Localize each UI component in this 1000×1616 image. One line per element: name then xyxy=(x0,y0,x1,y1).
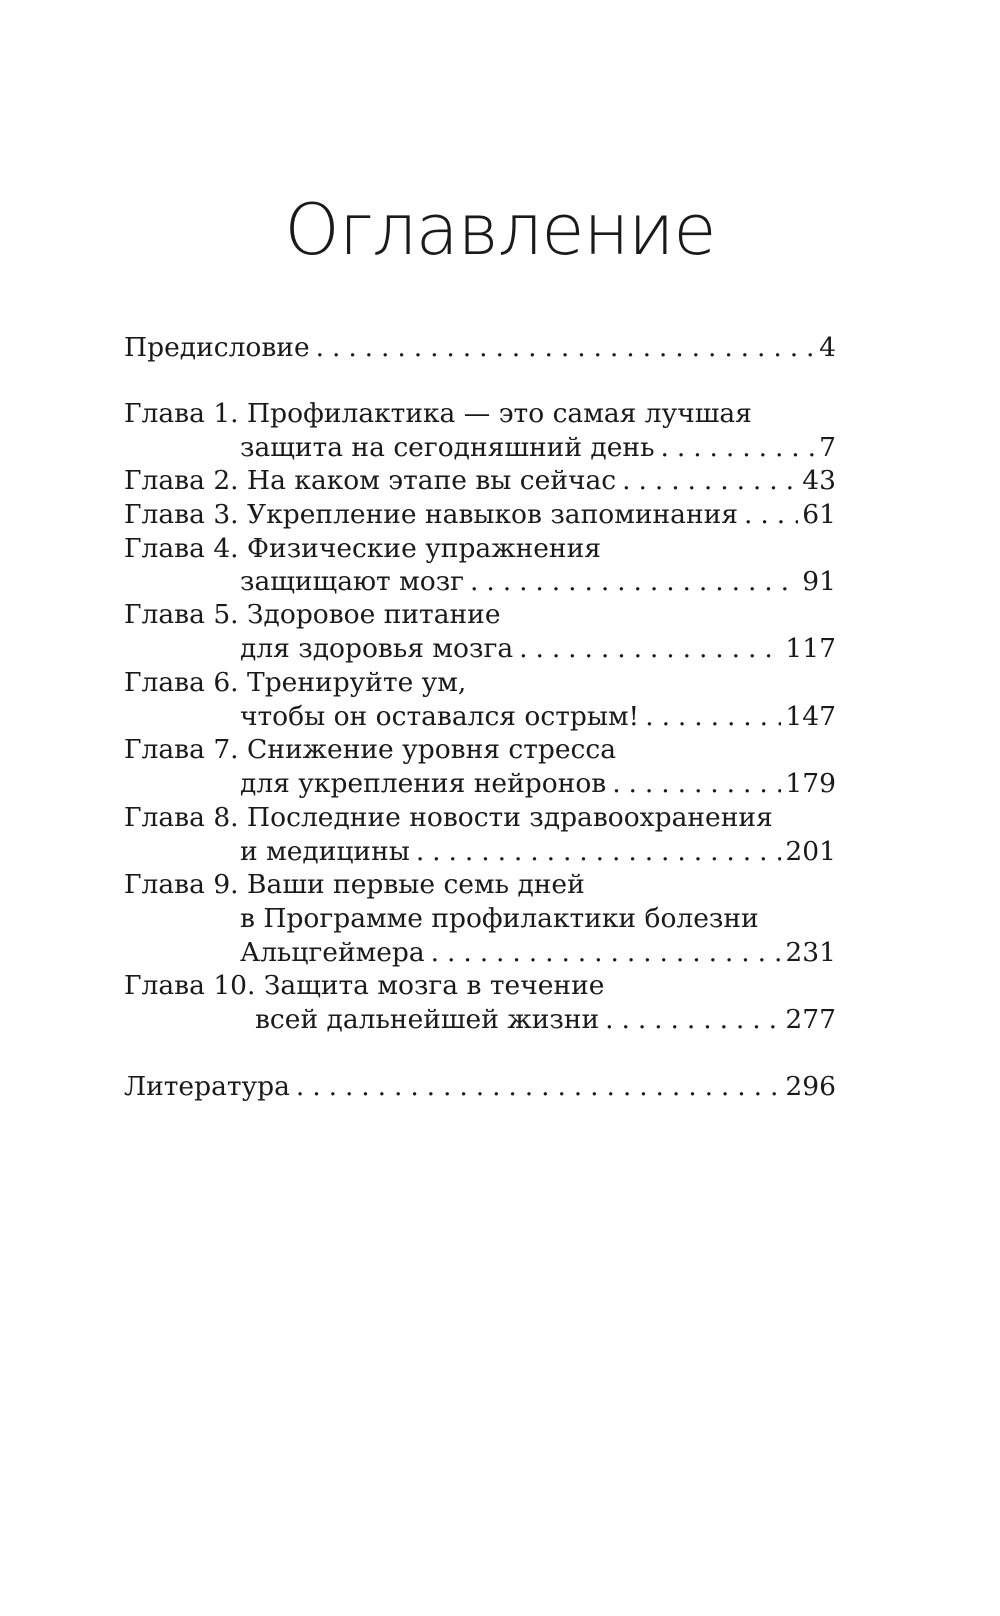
toc-entry-chapter-8[interactable] xyxy=(124,800,773,835)
chapter-label: Глава 7. xyxy=(124,734,239,765)
toc-entry-chapter-1[interactable] xyxy=(124,396,752,431)
dot-leader xyxy=(316,330,815,365)
toc-entry-title: Здоровое питание xyxy=(247,599,501,630)
chapter-label: Глава 6. xyxy=(124,667,239,698)
dot-leader xyxy=(519,631,781,666)
dot-leader xyxy=(622,463,798,498)
page-title: Оглавление xyxy=(284,189,716,271)
toc-entry-chapter-6-cont[interactable] xyxy=(240,699,836,734)
dot-leader xyxy=(645,699,781,734)
toc-entry-chapter-2[interactable] xyxy=(124,463,836,498)
toc-page-number: 277 xyxy=(785,1004,836,1035)
dot-leader xyxy=(416,834,782,869)
toc-page-number: 231 xyxy=(785,937,836,968)
toc-page-number: 91 xyxy=(802,566,836,597)
toc-entry-title-cont: и медицины xyxy=(240,836,410,867)
toc-entry-title: Тренируйте ум, xyxy=(247,667,467,698)
toc-entry-title-cont: чтобы он оставался острым! xyxy=(240,701,640,732)
toc-page-number: 179 xyxy=(785,768,836,799)
toc-page-number: 4 xyxy=(819,332,836,363)
toc-entry-title: Последние новости здравоохранения xyxy=(247,802,773,833)
toc-entry-title-cont: для здоровья мозга xyxy=(240,633,514,664)
toc-entry-title-cont: для укрепления нейронов xyxy=(240,768,607,799)
toc-page-number: 61 xyxy=(802,499,836,530)
chapter-label: Глава 5. xyxy=(124,599,239,630)
toc-entry-title: Защита мозга в течение xyxy=(263,970,605,1001)
toc-entry-title-cont: защита на сегодняшний день xyxy=(240,432,655,463)
toc-entry-title: Ваши первые семь дней xyxy=(247,869,585,900)
toc-entry-title-cont: в Программе профилактики болезни xyxy=(240,903,759,934)
toc-page-number: 296 xyxy=(785,1071,836,1102)
chapter-label: Глава 10. xyxy=(124,970,256,1001)
toc-entry-chapter-5[interactable] xyxy=(124,597,501,632)
toc-entry-chapter-6[interactable] xyxy=(124,665,466,700)
chapter-label: Глава 9. xyxy=(124,869,239,900)
toc-entry-chapter-7[interactable] xyxy=(124,732,616,767)
toc-entry-chapter-4-cont[interactable] xyxy=(240,564,836,599)
dot-leader xyxy=(470,564,798,599)
chapter-label: Глава 4. xyxy=(124,533,239,564)
toc-entry-title-cont: защищают мозг xyxy=(240,566,465,597)
dot-leader xyxy=(612,766,781,801)
chapter-label: Глава 8. xyxy=(124,802,239,833)
toc-entry-chapter-9[interactable] xyxy=(124,867,585,902)
toc-entry-title: На каком этапе вы сейчас xyxy=(247,465,617,496)
dot-leader xyxy=(661,430,816,465)
toc-page-number: 147 xyxy=(785,701,836,732)
toc-entry-chapter-9-cont[interactable] xyxy=(240,901,759,936)
toc-page-number: 7 xyxy=(819,432,836,463)
toc-entry-title: Снижение уровня стресса xyxy=(247,734,617,765)
dot-leader xyxy=(605,1002,781,1037)
toc-entry-chapter-4[interactable] xyxy=(124,531,601,566)
chapter-label: Глава 2. xyxy=(124,465,239,496)
toc-entry-title: Литература xyxy=(124,1071,290,1102)
dot-leader xyxy=(744,497,798,532)
chapter-label: Глава 3. xyxy=(124,499,239,530)
toc-page-number: 117 xyxy=(785,633,836,664)
toc-entry-chapter-7-cont[interactable] xyxy=(240,766,836,801)
toc-page-number: 201 xyxy=(785,836,836,867)
dot-leader xyxy=(296,1069,782,1104)
toc-entry-title-cont: всей дальнейшей жизни xyxy=(255,1004,600,1035)
toc-entry-chapter-5-cont[interactable] xyxy=(240,631,836,666)
toc-entry-chapter-9-cont2[interactable] xyxy=(240,935,836,970)
toc-entry-title: Укрепление навыков запоминания xyxy=(247,499,738,530)
toc-entry-chapter-8-cont[interactable] xyxy=(240,834,836,869)
toc-entry-references[interactable] xyxy=(124,1069,836,1104)
toc-entry-chapter-3[interactable] xyxy=(124,497,836,532)
toc-entry-preface[interactable] xyxy=(124,330,836,365)
toc-entry-chapter-10-cont[interactable] xyxy=(255,1002,836,1037)
toc-entry-title-cont: Альцгеймера xyxy=(240,937,425,968)
toc-entry-chapter-1-cont[interactable] xyxy=(240,430,836,465)
toc-entry-chapter-10[interactable] xyxy=(124,968,604,1003)
dot-leader xyxy=(431,935,782,970)
toc-entry-title: Предисловие xyxy=(124,332,310,363)
chapter-label: Глава 1. xyxy=(124,398,239,429)
toc-entry-title: Профилактика — это самая лучшая xyxy=(247,398,752,429)
toc-page-number: 43 xyxy=(802,465,836,496)
toc-entry-title: Физические упражнения xyxy=(247,533,601,564)
